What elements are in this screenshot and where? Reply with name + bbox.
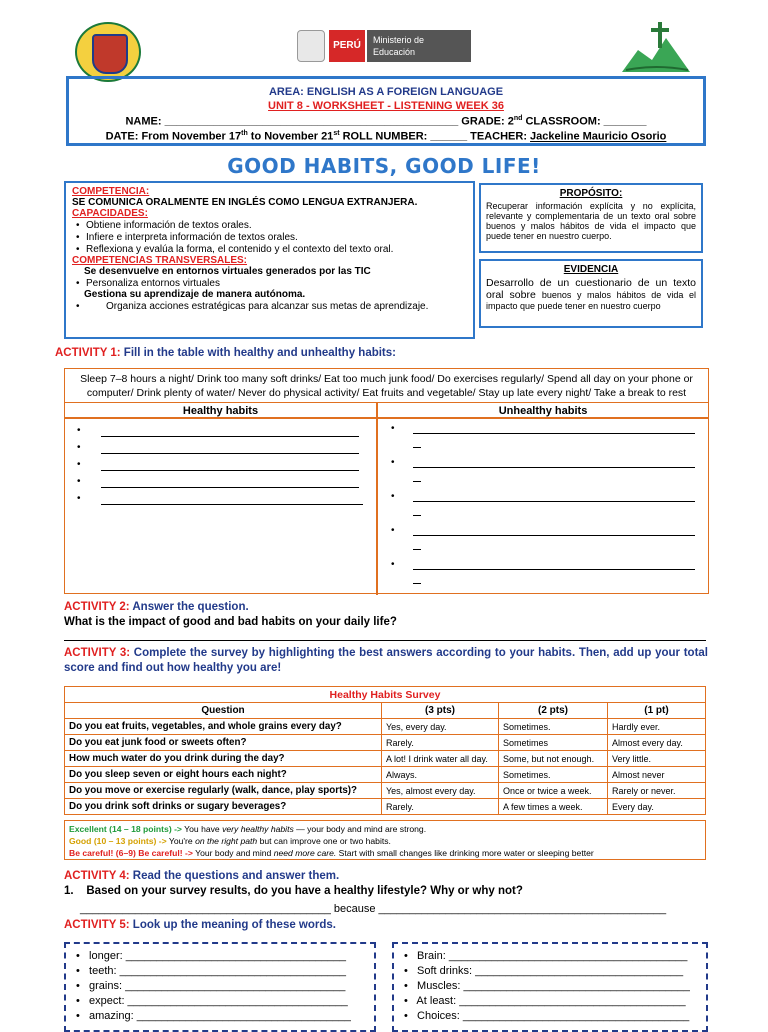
vocab-item[interactable] [404,980,690,992]
vocab-item[interactable] [76,965,346,977]
unhealthy-habit-line-cont[interactable] [413,481,421,482]
vocab-word: Choices: _____________________________________ [417,1010,690,1022]
vocab-item[interactable] [404,965,683,977]
vocab-item[interactable] [76,980,345,992]
survey-answer-option[interactable]: Rarely or never. [608,783,706,799]
unhealthy-habits-header: Unhealthy habits [378,403,708,419]
survey-answer-option[interactable]: Very little. [608,751,706,767]
unhealthy-habit-line-cont[interactable] [413,549,421,550]
bullet-icon: • [391,423,395,434]
activity-4-answer-line[interactable]: _________________________________________ because _______________________________________________ [80,903,667,915]
bullet-icon: • [404,980,418,992]
competencia-heading: COMPETENCIA: [72,186,150,197]
survey-answer-option[interactable]: Yes, every day. [382,719,499,735]
survey-question: How much water do you drink during the day? [65,751,382,767]
name-line: NAME: ________________________________________________ GRADE: 2nd CLASSROOM: _______ [125,115,647,128]
habits-table [64,368,709,594]
survey-caption: Healthy Habits Survey [65,687,706,703]
healthy-habit-line[interactable] [101,470,359,471]
unhealthy-habit-line[interactable] [413,569,695,570]
score-careful: Be careful! (6–9) Be careful! -> Your body and mind need more care. Start with small changes like drinking more water or sleeping better [69,848,594,858]
transversal-item: • Organiza acciones estratégicas para alcanzar sus metas de aprendizaje. [72,301,467,312]
survey-answer-option[interactable]: Always. [382,767,499,783]
page-title: GOOD HABITS, GOOD LIFE! [227,154,541,178]
bullet-icon: • [77,425,81,436]
survey-answer-option[interactable]: Sometimes. [499,767,608,783]
bullet-icon: • [404,965,418,977]
bullet-icon: • [391,559,395,570]
transversales-heading: COMPETENCIAS TRANSVERSALES: [72,255,248,266]
vocab-word: teeth: _____________________________________ [89,965,346,977]
survey-question: Do you eat fruits, vegetables, and whole grains every day? [65,719,382,735]
unhealthy-habit-line-cont[interactable] [413,583,421,584]
area-line: AREA: ENGLISH AS A FOREIGN LANGUAGE [268,86,504,98]
capacidad-item: • Obtiene información de textos orales. [72,220,467,231]
bullet-icon: • [76,995,90,1007]
vocab-word: longer: ____________________________________ [89,950,346,962]
bullet-icon: • [76,980,90,992]
bullet-icon: • [76,965,90,977]
transversal-1: Se desenvuelve en entornos virtuales generados por las TIC [84,266,371,277]
vocab-word: At least: _____________________________________ [416,995,686,1007]
vocab-item[interactable] [404,995,686,1007]
activity-4-heading: ACTIVITY 4: Read the questions and answer them. [64,870,340,882]
activity-4-question: 1. Based on your survey results, do you have a healthy lifestyle? Why or why not? [64,885,523,897]
teacher-name: Jackeline Mauricio Osorio [530,130,667,143]
activity-2-question: What is the impact of good and bad habits on your daily life? [64,616,397,628]
school-emblem-logo [618,20,694,76]
capacidad-item: • Infiere e interpreta información de textos orales. [72,232,467,243]
unhealthy-habit-line-cont[interactable] [413,515,421,516]
survey-row [65,735,706,751]
survey-answer-option[interactable]: Once or twice a week. [499,783,608,799]
survey-answer-option[interactable]: Rarely. [382,799,499,815]
evidencia-heading: EVIDENCIA [563,264,619,275]
ministry-logo [297,28,472,66]
healthy-habit-line[interactable] [101,504,363,505]
habit-options: Sleep 7–8 hours a night/ Drink too many soft drinks/ Eat too much junk food/ Do exercises regularly/ Spend all day on your phone or computer/ Drink plenty of water/ Never do physical activity/ Eat fruits and vegetable/ Stay up late every night/ Take a break to rest [65,369,708,403]
vocab-box-left [64,942,376,1032]
score-excellent: Excellent (14 – 18 points) -> You have very healthy habits — your body and mind are strong. [69,824,427,834]
survey-row [65,767,706,783]
proposito-box [479,183,703,253]
survey-question: Do you move or exercise regularly (walk, dance, play sports)? [65,783,382,799]
score-good: Good (10 – 13 points) -> You're on the right path but can improve one or two habits. [69,836,391,846]
vocab-item[interactable] [76,995,348,1007]
school-crest-logo [75,22,141,82]
bullet-icon: • [77,493,81,504]
survey-answer-option[interactable]: Almost never [608,767,706,783]
bullet-icon: • [391,491,395,502]
bullet-icon: • [391,457,395,468]
survey-row [65,751,706,767]
proposito-text: Recuperar información explícita y no explícita, relevante y complementaria de un texto oral sobre buenos y malos hábitos de vida el impacto que puede tener en nuestro cuerpo. [486,201,696,241]
date-line: DATE: From November 17th to November 21st ROLL NUMBER: ______ TEACHER: Jackeline Mauricio Osorio [105,130,667,143]
unhealthy-habit-line[interactable] [413,501,695,502]
vocab-item[interactable] [76,1010,351,1022]
survey-answer-option[interactable]: Yes, almost every day. [382,783,499,799]
survey-question: Do you sleep seven or eight hours each night? [65,767,382,783]
bullet-icon: • [404,1010,418,1022]
transversal-item: • Personaliza entornos virtuales [72,278,467,289]
survey-table [64,686,706,815]
bullet-icon: • [76,1010,90,1022]
survey-answer-option[interactable]: Hardly ever. [608,719,706,735]
vocab-box-right [392,942,708,1032]
healthy-habit-line[interactable] [101,453,359,454]
capacidad-item: • Reflexiona y evalúa la forma, el contenido y el contexto del texto oral. [72,244,467,255]
survey-answer-option[interactable]: Sometimes [499,735,608,751]
healthy-habits-header: Healthy habits [65,403,376,419]
bullet-icon: • [404,995,417,1007]
activity-3-heading: ACTIVITY 3: Complete the survey by highlighting the best answers according to your habits. Then, add up your total score and find out how healthy you are! [64,647,708,674]
capacidades-heading: CAPACIDADES: [72,208,148,219]
activity-2-heading: ACTIVITY 2: Answer the question. [64,601,249,613]
vocab-item[interactable] [404,1010,689,1022]
competencia-text: SE COMUNICA ORALMENTE EN INGLÉS COMO LENGUA EXTRANJERA. [72,197,418,208]
healthy-habit-line[interactable] [101,487,359,488]
unhealthy-habit-line[interactable] [413,467,695,468]
vocab-word: Muscles: _____________________________________ [417,980,690,992]
transversal-2: Gestiona su aprendizaje de manera autónoma. [84,289,306,300]
score-key-box [64,820,706,860]
vocab-word: amazing: ___________________________________ [89,1010,351,1022]
survey-row [65,799,706,815]
survey-question: Do you eat junk food or sweets often? [65,735,382,751]
proposito-heading: PROPÓSITO: [559,188,623,199]
competencia-box [64,181,475,339]
vocab-word: Brain: _______________________________________ [417,950,688,962]
survey-answer-option[interactable]: Sometimes. [499,719,608,735]
bullet-icon: • [391,525,395,536]
survey-answer-option[interactable]: Rarely. [382,735,499,751]
healthy-habit-line[interactable] [101,436,359,437]
bullet-icon: • [77,442,81,453]
survey-question: Do you drink soft drinks or sugary beverages? [65,799,382,815]
vocab-word: expect: ____________________________________ [89,995,348,1007]
unit-line: UNIT 8 - WORKSHEET - LISTENING WEEK 36 [268,100,504,112]
bullet-icon: • [76,950,90,962]
evidencia-box [479,259,703,328]
vocab-word: grains: ____________________________________ [89,980,346,992]
answer-line[interactable] [64,640,706,641]
survey-row [65,719,706,735]
bullet-icon: • [77,476,81,487]
survey-answer-option[interactable]: Every day. [608,799,706,815]
unhealthy-habit-line-cont[interactable] [413,447,421,448]
vocab-word: Soft drinks: __________________________________ [417,965,684,977]
header-box [66,76,706,146]
survey-answer-option[interactable]: A lot! I drink water all day. [382,751,499,767]
activity-5-heading: ACTIVITY 5: Look up the meaning of these words. [64,919,336,931]
bullet-icon: • [404,950,418,962]
survey-col-1pt: (1 pt) [608,703,706,719]
bullet-icon: • [77,459,81,470]
survey-col-3pts: (3 pts) [382,703,499,719]
unhealthy-habit-line[interactable] [413,433,695,434]
vocab-item[interactable] [404,950,687,962]
vocab-item[interactable] [76,950,346,962]
unhealthy-habit-line[interactable] [413,535,695,536]
evidencia-text: Desarrollo de un cuestionario de un texto oral sobre buenos y malos hábitos de vida el impacto que puede tener en nuestro cuerpo [486,277,696,311]
peru-shield-icon [297,30,325,62]
survey-answer-option[interactable]: Almost every day. [608,735,706,751]
survey-answer-option[interactable]: Some, but not enough. [499,751,608,767]
survey-col-2pts: (2 pts) [499,703,608,719]
survey-answer-option[interactable]: A few times a week. [499,799,608,815]
survey-row [65,783,706,799]
ministry-label: Ministerio de Educación [367,30,471,62]
survey-col-question: Question [65,703,382,719]
activity-1-heading: ACTIVITY 1: Fill in the table with healthy and unhealthy habits: [55,347,396,359]
peru-label: PERÚ [329,30,365,62]
